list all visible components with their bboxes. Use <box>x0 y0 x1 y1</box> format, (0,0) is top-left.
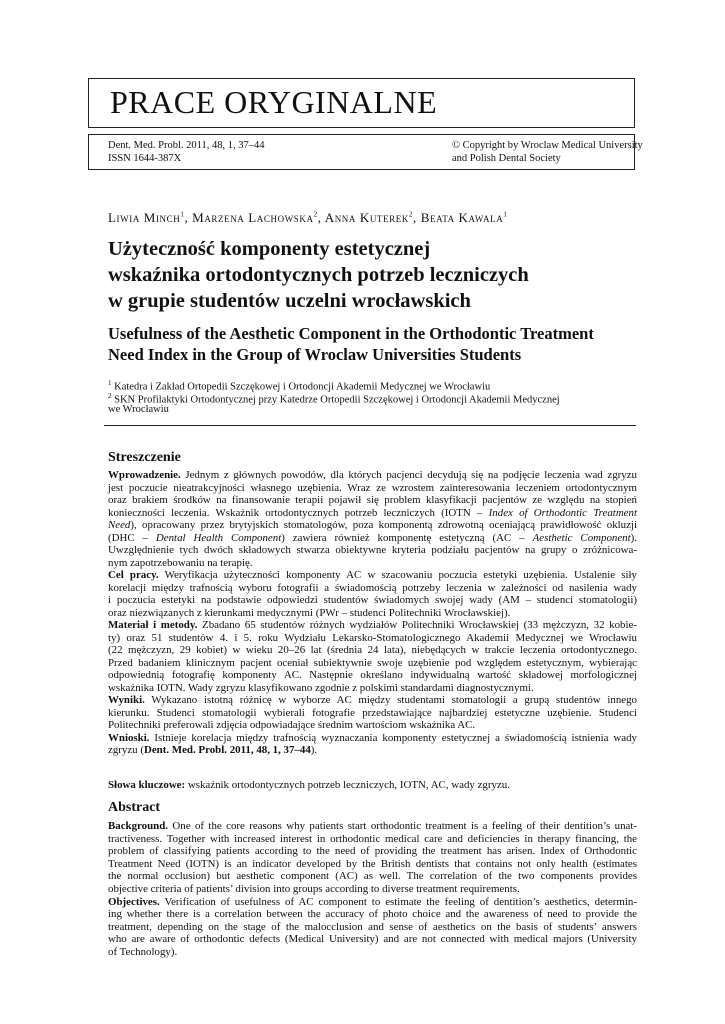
author-affiliation-mark: 2 <box>408 210 414 219</box>
text-line: korelacji między trafnością wyboru fotografii a świadomością potrzeby leczenia w zależności od nasilenia wady <box>108 581 637 594</box>
title-pl-line-3: w grupie studentów uczelni wrocławskich <box>108 290 471 312</box>
title-pl-line-2: wskaźnika ortodontycznych potrzeb leczniczych <box>108 264 529 286</box>
text-line: (DHC – Dental Health Component) zawiera również komponentę estetyczną (AC – Aesthetic Component). <box>108 531 637 544</box>
text-line: konieczności leczenia. Wskaźnik ortodontycznych potrzeb leczniczych (IOTN – Index of Orthodontic Treatment <box>108 506 637 519</box>
keywords-line: Słowa kluczowe: wskaźnik ortodontycznych potrzeb leczniczych, IOTN, AC, wady zgryzu. <box>108 779 510 791</box>
text-line: objective criteria of patients’ division into groups according to diverse treatment requirements. <box>108 883 520 895</box>
author-affiliation-mark: 2 <box>313 210 318 219</box>
text-line: Cel pracy. Weryfikacja użyteczności komponenty AC w szacowaniu poczucia estetyki uzębienia. Ustalenie siły <box>108 569 638 581</box>
text-line: ing whether there is a correlation between the accuracy of photo choice and the awareness of need to provide the <box>108 908 637 921</box>
author-name: Liwia Minch <box>108 210 181 225</box>
title-en-line-1: Usefulness of the Aesthetic Component in the Orthodontic Treatment <box>108 324 594 343</box>
text-line: Objectives. Verification of usefulness of AC component to estimate the feeling of dentition’s aesthetics, determin- <box>108 895 637 908</box>
streszczenie-heading: Streszczenie <box>108 450 181 465</box>
text-line: Treatment Need (IOTN) is an indicator developed by the British dentists that contains not only health (estimates <box>108 857 637 870</box>
text-line: odpowiednią fotografię komponenty AC. Następnie określano indywidualną wartość składowej morfologicznej <box>108 669 637 681</box>
author-affiliation-mark: 1 <box>180 210 185 219</box>
text-line: nym zapotrzebowaniu na terapię. <box>108 556 253 569</box>
author-name: Anna Kuterek <box>324 210 409 225</box>
text-line: Wyniki. Wykazano istotną różnicę w wyborze AC między studentami stomatologii a grupą studentów innego <box>108 694 637 706</box>
citation: Dent. Med. Probl. 2011, 48, 1, 37–44 <box>108 140 265 151</box>
divider <box>104 425 636 426</box>
section-title: PRACE ORYGINALNE <box>110 84 438 120</box>
text-line: zgryzu (Dent. Med. Probl. 2011, 48, 1, 37–44). <box>108 744 318 756</box>
text-line: oraz niezwiązanych z kierunkami medycznymi (PWr – studenci Politechniki Wrocławskiej). <box>108 606 511 619</box>
author-name: Marzena Lachowska <box>192 210 314 225</box>
text-line: oraz brakiem środków na finansowanie terapii pojawił się problem klasyfikacji pacjentów ze względu na stopień <box>108 494 637 506</box>
copyright-line-2: and Polish Dental Society <box>452 153 561 164</box>
title-pl-line-1: Użyteczność komponenty estetycznej <box>108 238 431 260</box>
text-line: the normal occlusion) but aesthetic component (AC) as well. The correlation of the two components provides <box>108 870 637 883</box>
title-en-line-2: Need Index in the Group of Wroclaw Universities Students <box>108 345 522 364</box>
text-line: (22 mężczyzn, 29 kobiet) w wieku 20–26 lat (średnia 24 lata), niebędących w trakcie leczenia ortodontycznego. <box>108 644 637 656</box>
text-line: treatment, depending on the stage of the malocclusion and sense of aesthetics on the basis of students’ answers <box>108 920 637 933</box>
text-line: i poczucia estetyki na podstawie odpowiedzi studentów świadomych swojej wady (AM – studenci stomatologii) <box>108 594 637 606</box>
text-line: tractiveness. Together with increased interest in orthodontic medical care and deficiencies in therapy financing, the <box>108 832 637 845</box>
text-line: problem of classifying patients according to the need of providing the treatment has arisen. Index of Orthodontic <box>108 845 637 858</box>
text-line: Background. One of the core reasons why patients start orthodontic treatment is a feeling of their dentition’s unat- <box>108 820 637 832</box>
copyright-line-1: © Copyright by Wroclaw Medical University <box>452 140 643 151</box>
text-line: Politechniki preferowali zdjęcia odpowiadające średnim wartościom wskaźnika AC. <box>108 719 476 731</box>
text-line: Materiał i metody. Zbadano 65 studentów różnych wydziałów Politechniki Wrocławskiej (33 mężczyzn, 32 kobie- <box>108 619 637 631</box>
affiliation-2-continued: we Wrocławiu <box>108 404 169 415</box>
issn: ISSN 1644-387X <box>108 153 182 164</box>
text-line: Przed badaniem klinicznym pacjent oceniał subiektywnie swoje uzębienie pod względem estetycznym, wybierając <box>108 656 637 669</box>
author-affiliation-mark: 1 <box>503 210 508 219</box>
affiliation-1: $^1$ Katedra i Zakład Ortopedii Szczękowej i Ortodoncji Akademii Medycznej we Wrocławiu <box>108 379 491 393</box>
author-list: Liwia Minch$^1$, Marzena Lachowska$^2$, Anna Kuterek$^2$, Beata Kawala$^1$ <box>108 210 508 225</box>
text-line: of Technology). <box>108 946 178 958</box>
text-line: ty) oraz 51 studentów 4. i 5. roku Wydziału Lekarsko-Stomatologicznego Akademii Medycznej we Wrocławiu <box>108 631 637 644</box>
affiliation-2: $^2$ SKN Profilaktyki Ortodontycznej przy Katedrze Ortopedii Szczękowej i Ortodoncji Akademii Medycznej <box>108 392 560 406</box>
abstract-heading: Abstract <box>108 800 161 815</box>
text-line: jest poczucie nieatrakcyjności własnego uzębienia. Wraz ze wzrostem zainteresowania leczeniem ortodontycznym <box>108 481 637 494</box>
text-line: wskaźnika IOTN. Wady zgryzu klasyfikowano zgodnie z polskimi standardami diagnostycznymi. <box>108 681 534 694</box>
text-line: Wprowadzenie. Jednym z głównych powodów, dla których pacjenci decydują się na podjęcie leczenia wad zgryzu <box>108 469 637 481</box>
text-line: Uwzględnienie tych dwóch składowych stwarza obiektywne kryteria podziału pacjentów na grupy o zróżnicowa- <box>108 544 637 556</box>
text-line: Need), opracowany przez brytyjskich stomatologów, poza komponentą zdrowotną oceniającą prawidłowość okluzji <box>108 519 637 531</box>
author-name: Beata Kawala <box>420 210 504 225</box>
text-line: kierunku. Studenci stomatologii wybierali fotografie przedstawiające najbardziej estetyczne uzębienie. Studenci <box>108 706 637 719</box>
text-line: Wnioski. Istnieje korelacja między trafnością wyznaczania komponenty estetycznej a świadomością istnienia wady <box>108 731 637 744</box>
text-line: who are aware of orthodontic defects (Medical University) and are not connected with medical majors (University <box>108 933 637 946</box>
